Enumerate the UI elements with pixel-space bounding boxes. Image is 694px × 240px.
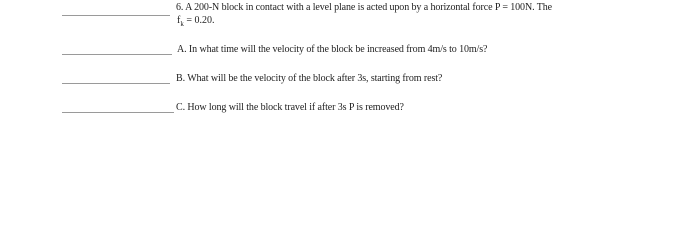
answer-blank-c [62,112,174,113]
question-c: C. How long will the block travel if after 3s P is removed? [176,102,404,113]
friction-coefficient [177,15,214,26]
answer-blank-a [62,54,172,55]
question-b: B. What will be the velocity of the block after 3s, starting from rest? [176,73,443,84]
problem-statement-line1: 6. A 200-N block in contact with a level plane is acted upon by a horizontal force P = 100N. The [176,2,552,13]
answer-blank-b [62,83,170,84]
answer-blank-problem [62,15,170,16]
friction-subscript: k [180,20,184,28]
question-a: A. In what time will the velocity of the block be increased from 4m/s to 10m/s? [177,44,488,55]
friction-value: = 0.20. [183,15,215,26]
friction-symbol: f [177,15,181,26]
